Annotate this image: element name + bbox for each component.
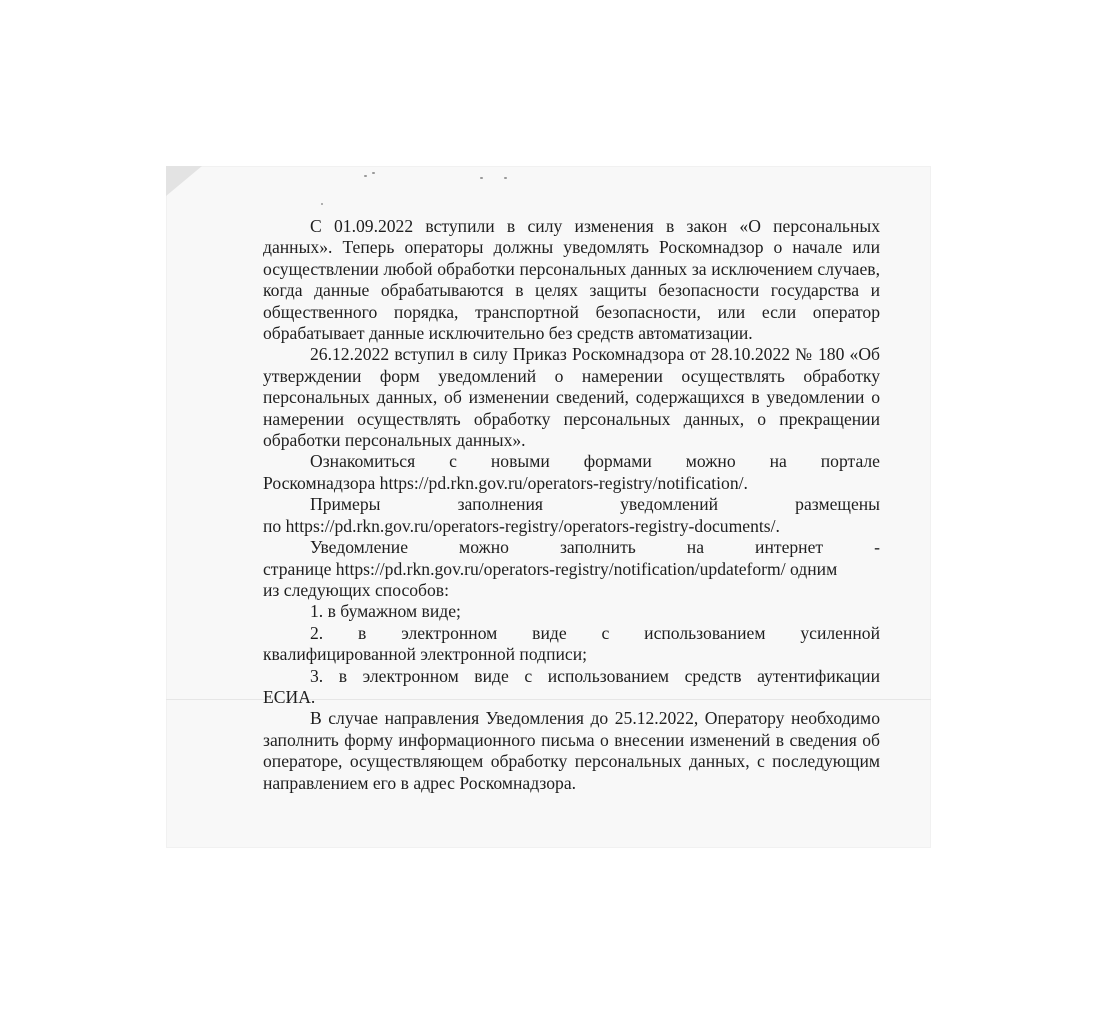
paragraph-order-180: 26.12.2022 вступил в силу Приказ Роскомнадзора от 28.10.2022 № 180 «Об утверждении форм уведомлений о намерении осуществлять обработку персональных данных, об изменении сведений, содержащихся в уведомлении о намерении осуществлять обработку персональных данных, о прекращении обработки персональных данных».: [263, 344, 880, 451]
list-item-electronic-signature-line-1: 2. в электронном виде с использованием усиленной: [310, 622, 880, 643]
paragraph-notification-line-2: странице https://pd.rkn.gov.ru/operators-registry/notification/updateform/ одним: [263, 558, 838, 579]
paragraph-forms-line-2: Роскомнадзора https://pd.rkn.gov.ru/operators-registry/notification/.: [263, 472, 748, 493]
paragraph-forms-line-1: Ознакомиться с новыми формами можно на портале: [310, 451, 880, 472]
scan-speck: [364, 175, 367, 177]
list-item-esia-line-2: ЕСИА.: [263, 686, 316, 707]
paragraph-examples-line-1: Примеры заполнения уведомлений размещены: [310, 494, 880, 515]
scan-speck: [372, 172, 375, 174]
paragraph-information-letter: В случае направления Уведомления до 25.12.2022, Оператору необходимо заполнить форму информационного письма о внесении изменений в сведения об операторе, осуществляющем обработку персональных данных, с последующим направлением его в адрес Роскомнадзора.: [263, 708, 880, 793]
scan-speck: [321, 203, 323, 205]
list-item-paper: 1. в бумажном виде;: [310, 601, 461, 622]
folded-corner: [166, 166, 202, 196]
scan-speck: [504, 177, 507, 179]
paragraph-examples-line-2: по https://pd.rkn.gov.ru/operators-registry/operators-registry-documents/.: [263, 515, 780, 536]
scan-speck: [480, 177, 483, 179]
document-body: [263, 216, 880, 794]
paragraph-law-changes: С 01.09.2022 вступили в силу изменения в закон «О персональных данных». Теперь операторы должны уведомлять Роскомнадзор о начале или осуществлении любой обработки персональных данных за исключением случаев, когда данные обрабатываются в целях защиты безопасности государства и общественного порядка, транспортной безопасности, или если оператор обрабатывает данные исключительно без средств автоматизации.: [263, 216, 880, 344]
list-item-electronic-signature-line-2: квалифицированной электронной подписи;: [263, 644, 588, 665]
list-item-esia-line-1: 3. в электронном виде с использованием средств аутентификации: [310, 665, 880, 686]
paragraph-notification-line-1: Уведомление можно заполнить на интернет -: [310, 537, 880, 558]
paragraph-notification-line-3: из следующих способов:: [263, 579, 449, 600]
scanned-page: [166, 166, 931, 848]
